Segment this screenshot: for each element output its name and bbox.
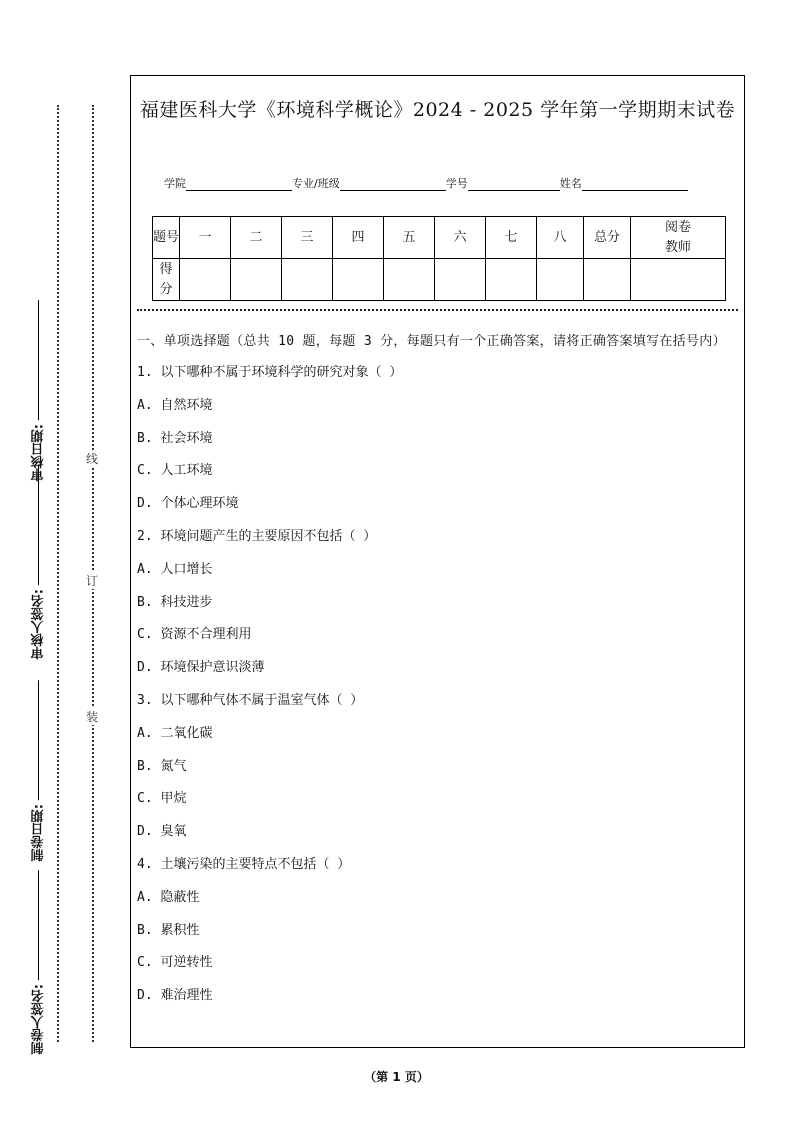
reviewer-sign-label <box>24 465 54 659</box>
question-stem: 3. 以下哪种气体不属于温室气体（ ） <box>137 692 364 708</box>
left-dotted-line <box>57 105 59 1042</box>
major-field[interactable] <box>340 178 446 191</box>
answer-option[interactable]: C. 甲烷 <box>137 791 187 807</box>
answer-option[interactable]: D. 难治理性 <box>137 988 213 1004</box>
score-cell-header: 八 <box>537 217 584 259</box>
score-input-cell[interactable] <box>180 259 231 301</box>
answer-option[interactable]: C. 人工环境 <box>137 463 213 479</box>
score-cell-header: 阅卷教师 <box>631 217 726 259</box>
maker-sign-label <box>24 870 54 1054</box>
score-input-cell[interactable] <box>435 259 486 301</box>
score-cell-header: 五 <box>384 217 435 259</box>
answer-option[interactable]: D. 个体心理环境 <box>137 496 239 512</box>
cut-seal-char: 装 <box>85 710 98 724</box>
reviewer-sign-blank[interactable] <box>39 465 40 585</box>
score-cell-header: 四 <box>333 217 384 259</box>
score-cell-header: 六 <box>435 217 486 259</box>
maker-sign-blank[interactable] <box>39 870 40 980</box>
answer-option[interactable]: A. 二氧化碳 <box>137 725 213 741</box>
score-cell-header: 题号 <box>153 217 180 259</box>
answer-option[interactable]: A. 自然环境 <box>137 397 213 413</box>
score-input-cell[interactable] <box>584 259 631 301</box>
student-info-line <box>164 175 688 191</box>
exam-frame <box>130 75 745 1048</box>
score-input-cell[interactable] <box>231 259 282 301</box>
answer-option[interactable]: B. 累积性 <box>137 922 200 938</box>
name-label: 姓名 <box>559 177 582 190</box>
score-cell-header: 三 <box>282 217 333 259</box>
answer-option[interactable]: A. 人口增长 <box>137 561 213 577</box>
answer-option[interactable]: B. 科技进步 <box>137 594 213 610</box>
answer-option[interactable]: D. 臭氧 <box>137 824 187 840</box>
exam-title: 福建医科大学《环境科学概论》2024 - 2025 学年第一学期期末试卷 <box>139 99 736 121</box>
college-field[interactable] <box>186 178 292 191</box>
answer-option[interactable]: B. 社会环境 <box>137 430 213 446</box>
cut-line-char: 线 <box>85 452 98 466</box>
score-cell-header: 总分 <box>584 217 631 259</box>
question-list <box>137 363 737 1019</box>
page-number: （第 1 页） <box>364 1070 429 1084</box>
score-cell-header: 七 <box>486 217 537 259</box>
name-field[interactable] <box>582 178 688 191</box>
review-date-blank[interactable] <box>39 300 40 420</box>
score-input-cell[interactable] <box>384 259 435 301</box>
section-one <box>137 331 737 1019</box>
score-input-cell[interactable] <box>486 259 537 301</box>
maker-sign-text: 制卷人签名: <box>31 984 47 1055</box>
answer-option[interactable]: B. 氮气 <box>137 758 187 774</box>
major-label: 专业/班级 <box>292 177 340 190</box>
score-input-cell[interactable] <box>282 259 333 301</box>
score-input-cell[interactable] <box>631 259 726 301</box>
answer-option[interactable]: D. 环境保护意识淡薄 <box>137 660 265 676</box>
review-date-label <box>24 300 54 481</box>
score-table <box>152 216 726 301</box>
score-cell-header: 二 <box>231 217 282 259</box>
college-label: 学院 <box>164 177 186 190</box>
student-id-field[interactable] <box>468 178 560 191</box>
score-input-cell[interactable] <box>333 259 384 301</box>
section-heading: 一、单项选择题（总共 10 题，每题 3 分，每题只有一个正确答案，请将正确答案填写在括号内） <box>137 334 726 349</box>
answer-option[interactable]: A. 隐蔽性 <box>137 889 200 905</box>
cut-bind-char: 订 <box>85 574 98 588</box>
answer-option[interactable]: C. 可逆转性 <box>137 955 213 971</box>
score-row-label: 得分 <box>153 259 180 301</box>
make-date-blank[interactable] <box>39 680 40 800</box>
score-input-cell[interactable] <box>537 259 584 301</box>
question-stem: 2. 环境问题产生的主要原因不包括（ ） <box>137 528 377 544</box>
score-cell-header: 一 <box>180 217 231 259</box>
student-id-label: 学号 <box>445 177 468 190</box>
score-value-row <box>153 259 726 301</box>
question-stem: 1. 以下哪种不属于环境科学的研究对象（ ） <box>137 365 403 380</box>
review-date-text: 审核日期: <box>31 424 47 482</box>
reviewer-sign-text: 审核人签名: <box>31 589 47 660</box>
make-date-label <box>24 680 54 861</box>
question-stem: 4. 土壤污染的主要特点不包括（ ） <box>137 856 351 872</box>
score-header-row <box>153 217 726 259</box>
make-date-text: 制卷日期: <box>31 804 47 862</box>
answer-option[interactable]: C. 资源不合理利用 <box>137 627 252 643</box>
separator-dotted-line <box>137 309 738 311</box>
